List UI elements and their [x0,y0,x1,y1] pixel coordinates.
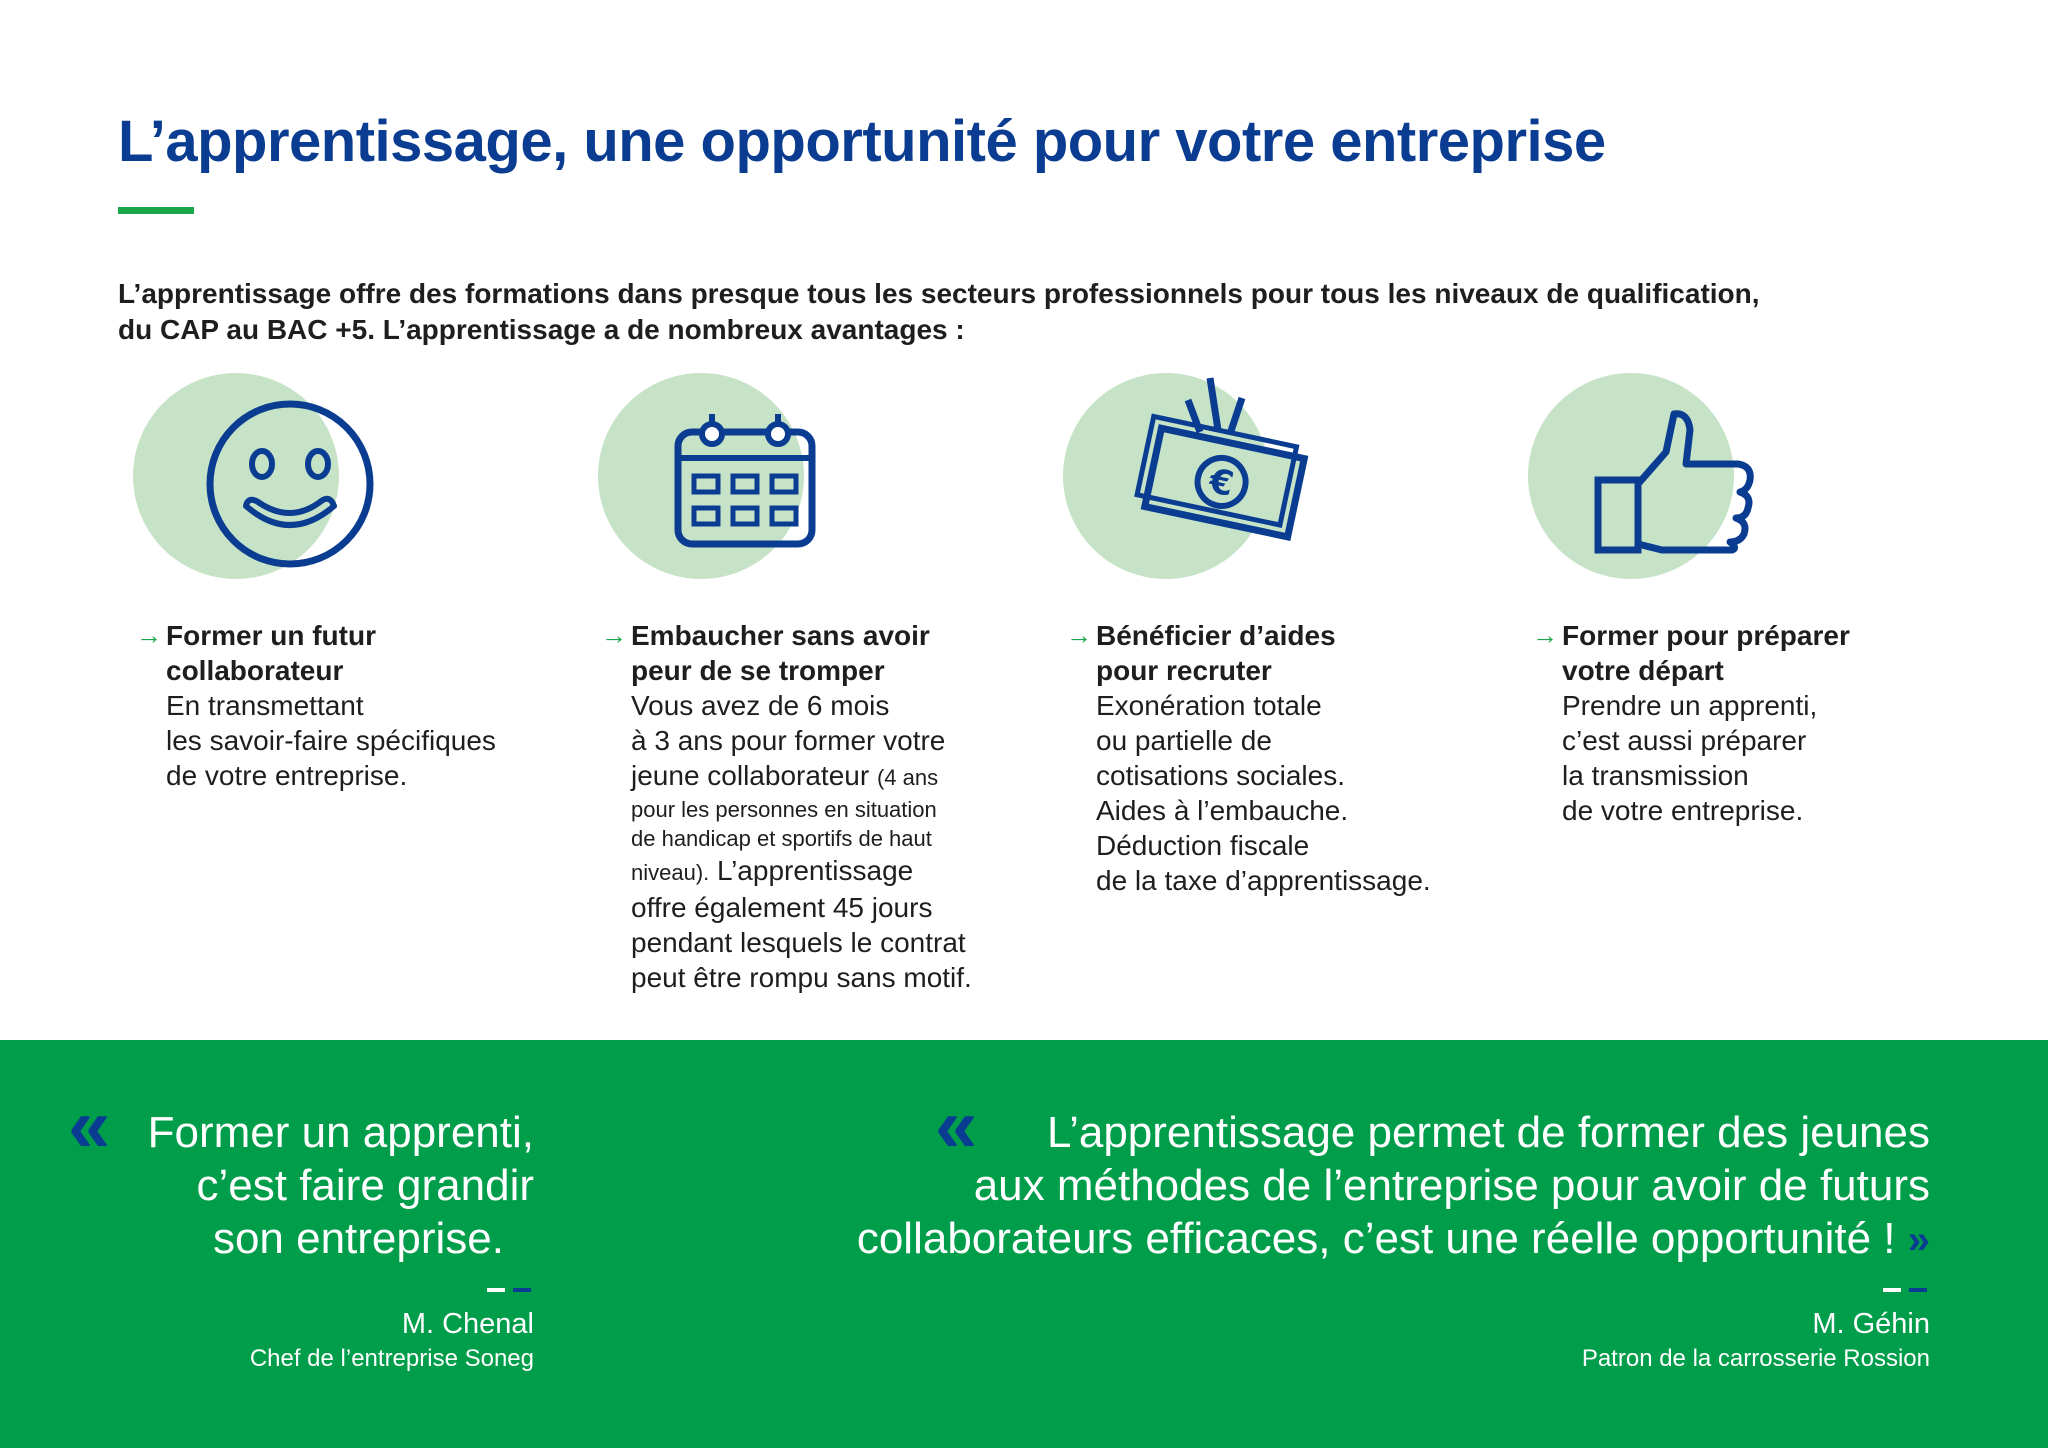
thumbs-up-icon [1592,408,1762,558]
benefit-1-line: de votre entreprise. [166,760,408,791]
benefit-4-line: c’est aussi préparer [1562,725,1807,756]
benefit-4-line: Prendre un apprenti, [1562,690,1818,721]
quote-2-author: M. Géhin [1812,1308,1930,1340]
benefit-3-line: cotisations sociales. [1096,760,1346,791]
benefit-2-line: offre également 45 jours [631,892,933,923]
benefit-2-line: Vous avez de 6 mois [631,690,890,721]
benefit-3-line: Déduction fiscale [1096,830,1310,861]
benefit-3 [1066,618,1526,898]
quote-2-line [857,1212,1930,1267]
quote-1-line: Former un apprenti, [147,1108,534,1157]
quote-2-text [857,1106,1930,1267]
benefit-2-text: L’apprentissage [709,855,914,886]
svg-text:€: € [1205,460,1238,505]
benefit-1-line: En transmettant [166,690,364,721]
benefit-4-heading-line2: votre départ [1562,655,1724,686]
quote-1-text [148,1106,534,1265]
title-underline [118,207,194,214]
quote-1-line: son entreprise. [212,1214,504,1263]
benefit-1-heading-line2: collaborateur [166,655,344,686]
benefit-3-line: Exonération totale [1096,690,1322,721]
benefit-2-note-line: pour les personnes en situation [631,797,937,822]
benefit-2 [601,618,1061,995]
benefit-2-line [631,853,1061,890]
benefit-3-line: ou partielle de [1096,725,1272,756]
benefit-1-heading-line1: Former un futur [166,620,376,651]
intro-text [118,276,1918,348]
dash-blue [513,1288,531,1292]
benefit-4 [1532,618,1992,828]
benefit-4-line: la transmission [1562,760,1749,791]
benefit-2-note: niveau). [631,860,710,885]
benefit-3-heading-line1: Bénéficier d’aides [1096,620,1336,651]
benefit-2-note-line: de handicap et sportifs de haut [631,826,932,851]
open-quote-icon: « [935,1083,978,1168]
benefit-4-heading-line1: Former pour préparer [1562,620,1850,651]
benefit-2-text: jeune collaborateur [631,760,877,791]
benefit-2-heading-line1: Embaucher sans avoir [631,620,930,651]
benefit-2-note: (4 ans [876,765,939,790]
benefit-3-line: Aides à l’embauche. [1096,795,1349,826]
benefit-4-line: de votre entreprise. [1562,795,1804,826]
calendar-icon [670,412,820,552]
benefit-2-line: peut être rompu sans motif. [631,962,972,993]
quote-2-line: aux méthodes de l’entreprise pour avoir de futurs [973,1161,1930,1210]
arrow-right-icon: → [1532,620,1558,650]
open-quote-icon: « [68,1083,111,1168]
benefit-1 [136,618,596,793]
quote-2-role: Patron de la carrosserie Rossion [1581,1345,1930,1372]
benefit-1-line: les savoir-faire spécifiques [166,725,496,756]
intro-line-2: du CAP au BAC +5. L’apprentissage a de nombreux avantages : [118,314,965,345]
quote-2-line-text: collaborateurs efficaces, c’est une réelle opportunité ! [856,1214,1896,1263]
close-quote-icon: » [1907,1218,1930,1262]
benefit-2-heading-line2: peur de se tromper [631,655,885,686]
quote-1-role: Chef de l’entreprise Soneg [249,1345,534,1372]
dash-blue [1909,1288,1927,1292]
benefit-2-line: pendant lesquels le contrat [631,927,966,958]
benefit-2-line: à 3 ans pour former votre [631,725,946,756]
euro-banknote-icon [1130,370,1315,555]
quote-1-author: M. Chenal [401,1308,534,1340]
dash-white [487,1288,505,1292]
quote-1-line: c’est faire grandir [196,1161,534,1210]
arrow-right-icon: → [1066,620,1092,650]
arrow-right-icon: → [601,620,627,650]
testimonial-band [0,1040,2048,1448]
benefit-3-heading-line2: pour recruter [1096,655,1272,686]
arrow-right-icon: → [136,620,162,650]
benefit-3-line: de la taxe d’apprentissage. [1096,865,1431,896]
intro-line-1: L’apprentissage offre des formations dans presque tous les secteurs professionnels pour tous les niveaux de qualification, [118,278,1760,309]
smiley-icon [200,394,380,574]
dash-white [1883,1288,1901,1292]
page-title: L’apprentissage, une opportunité pour votre entreprise [118,109,1606,174]
benefit-2-line [631,758,1061,795]
quote-2-line: L’apprentissage permet de former des jeunes [1047,1108,1930,1157]
